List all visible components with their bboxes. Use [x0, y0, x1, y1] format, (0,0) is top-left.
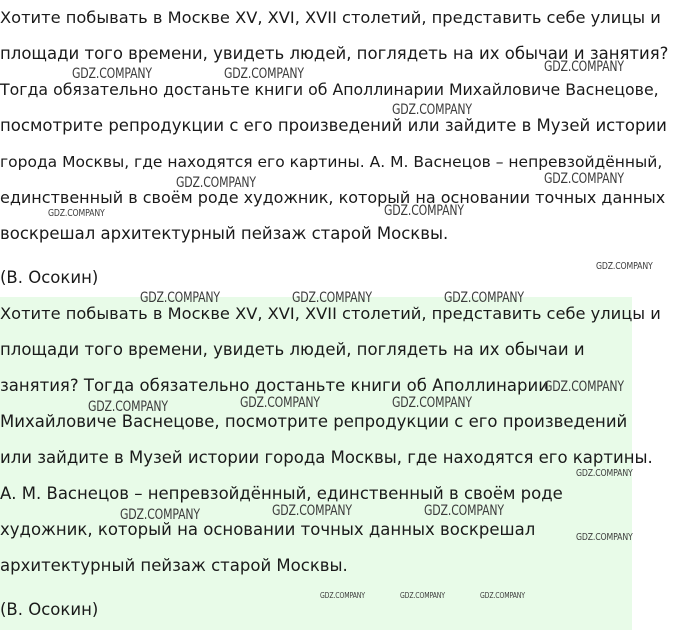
- watermark-logo: GDZ.COMPANY: [292, 290, 372, 306]
- watermark-logo: GDZ.COMPANY: [88, 399, 168, 415]
- watermark-logo: GDZ.COMPANY: [576, 532, 633, 543]
- text-line: воскрешал архитектурный пейзаж старой Москвы.: [0, 224, 449, 243]
- watermark-logo: GDZ.COMPANY: [320, 591, 365, 600]
- watermark-logo: GDZ.COMPANY: [544, 379, 624, 395]
- watermark-logo: GDZ.COMPANY: [392, 395, 472, 411]
- text-line: Михайловиче Васнецове, посмотрите репродукции с его произведений: [0, 412, 628, 431]
- text-line: посмотрите репродукции с его произведений или зайдите в Музей истории: [0, 116, 667, 135]
- watermark-logo: GDZ.COMPANY: [424, 503, 504, 519]
- text-line: занятия? Тогда обязательно достаньте книги об Аполлинарии: [0, 376, 549, 395]
- watermark-logo: GDZ.COMPANY: [224, 66, 304, 82]
- text-line: Тогда обязательно достаньте книги об Аполлинарии Михайловиче Васнецове,: [0, 80, 659, 99]
- text-line: художник, который на основании точных данных воскрешал: [0, 520, 536, 539]
- watermark-logo: GDZ.COMPANY: [392, 102, 472, 118]
- watermark-logo: GDZ.COMPANY: [240, 395, 320, 411]
- watermark-logo: GDZ.COMPANY: [176, 175, 256, 191]
- watermark-logo: GDZ.COMPANY: [72, 66, 152, 82]
- text-line: единственный в своём роде художник, который на основании точных данных: [0, 188, 666, 207]
- watermark-logo: GDZ.COMPANY: [544, 171, 624, 187]
- text-line: Хотите побывать в Москве XV, XVI, XVII столетий, представить себе улицы и: [0, 8, 661, 27]
- watermark-logo: GDZ.COMPANY: [120, 507, 200, 523]
- text-line: площади того времени, увидеть людей, поглядеть на их обычаи и: [0, 340, 585, 359]
- watermark-logo: GDZ.COMPANY: [400, 591, 445, 600]
- watermark-logo: GDZ.COMPANY: [272, 503, 352, 519]
- watermark-logo: GDZ.COMPANY: [480, 591, 525, 600]
- watermark-logo: GDZ.COMPANY: [444, 290, 524, 306]
- watermark-logo: GDZ.COMPANY: [384, 203, 464, 219]
- text-line: площади того времени, увидеть людей, поглядеть на их обычаи и занятия?: [0, 44, 669, 63]
- watermark-logo: GDZ.COMPANY: [140, 290, 220, 306]
- author-attribution: (В. Осокин): [0, 268, 99, 287]
- text-line: города Москвы, где находятся его картины. А. М. Васнецов – непревзойдённый,: [0, 153, 663, 171]
- watermark-logo: GDZ.COMPANY: [596, 261, 653, 272]
- text-line: А. М. Васнецов – непревзойдённый, единственный в своём роде: [0, 484, 563, 503]
- watermark-logo: GDZ.COMPANY: [576, 468, 633, 479]
- watermark-logo: GDZ.COMPANY: [48, 208, 105, 219]
- author-attribution: (В. Осокин): [0, 600, 99, 619]
- text-line: Хотите побывать в Москве XV, XVI, XVII столетий, представить себе улицы и: [0, 304, 661, 323]
- text-line: или зайдите в Музей истории города Москвы, где находятся его картины.: [0, 448, 653, 467]
- text-line: архитектурный пейзаж старой Москвы.: [0, 556, 348, 575]
- watermark-logo: GDZ.COMPANY: [544, 59, 624, 75]
